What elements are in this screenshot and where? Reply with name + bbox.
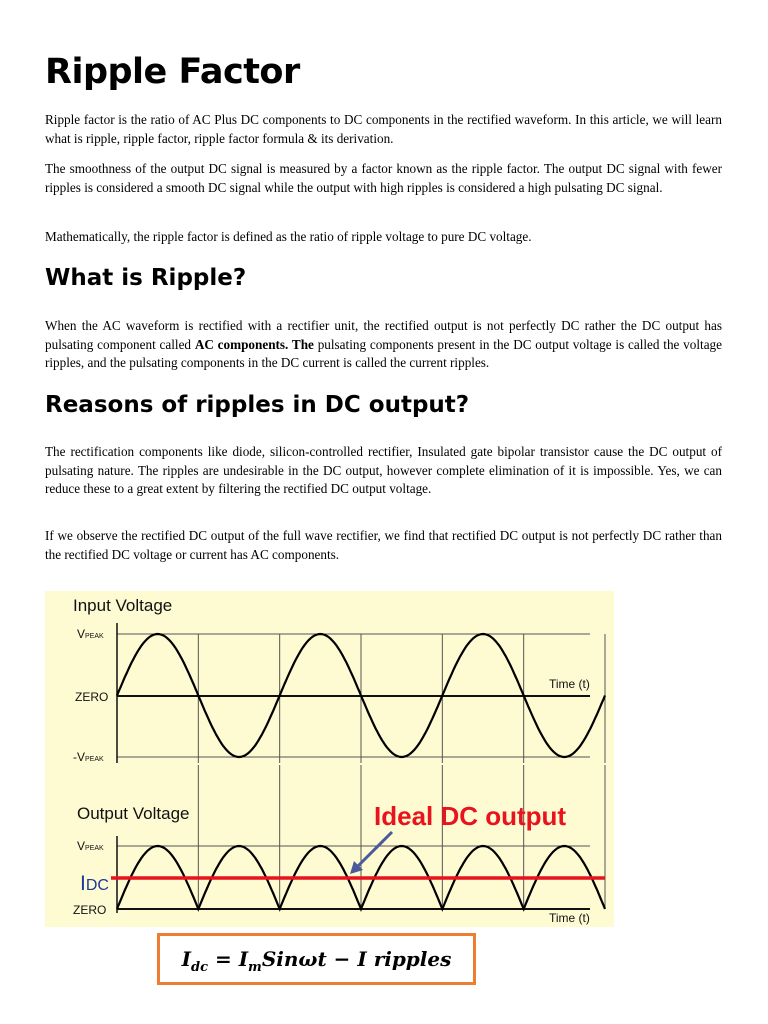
ripple-text-after: pulsating components present in the DC output voltage is called the voltage ripples, and the pulsating components in the DC current is called the current ripples. bbox=[45, 336, 722, 370]
input-time-label: Time (t) bbox=[549, 677, 590, 691]
output-zero-label: ZERO bbox=[73, 903, 107, 917]
reasons-paragraph-2: If we observe the rectified DC output of the full wave rectifier, we find that rectified DC output is not perfectly DC rather than the rectified DC voltage or current has AC components. bbox=[45, 528, 722, 562]
output-chart-title: Output Voltage bbox=[77, 804, 190, 823]
ripple-paragraph bbox=[45, 317, 722, 373]
ripple-text-before: When the AC waveform is rectified with a rectifier unit, the rectified output is not perfectly DC rather the DC output has pulsating component called bbox=[45, 318, 722, 352]
section-heading-what-is-ripple: What is Ripple? bbox=[45, 265, 247, 291]
output-vertical-gridlines bbox=[198, 765, 605, 909]
reasons-paragraph-1: The rectification components like diode, silicon-controlled rectifier, Insulated gate bipolar transistor cause the DC output of pulsating nature. The ripples are undesirable in the DC output, however complete elimination of it is impossible. Yes, we can reduce these to a great extent by filtering the rectified DC output voltage. bbox=[45, 444, 722, 496]
input-grid bbox=[117, 623, 590, 763]
intro-paragraph-3: Mathematically, the ripple factor is defined as the ratio of ripple voltage to pure DC voltage. bbox=[45, 229, 532, 244]
idc-label: IDC bbox=[80, 872, 109, 895]
input-neg-vpeak-label: -VPEAK bbox=[73, 750, 104, 764]
intro-paragraph-2: The smoothness of the output DC signal is measured by a factor known as the ripple factor. The output DC signal with fewer ripples is considered a smooth DC signal while the output with high ripples is considered a high pulsating DC signal. bbox=[45, 161, 722, 195]
input-vertical-gridlines bbox=[198, 634, 605, 763]
input-chart-title: Input Voltage bbox=[73, 596, 173, 615]
section-heading-reasons: Reasons of ripples in DC output? bbox=[45, 392, 470, 418]
output-time-label: Time (t) bbox=[549, 911, 590, 925]
ideal-dc-output-label: Ideal DC output bbox=[374, 801, 567, 831]
rectifier-waveform-figure bbox=[45, 591, 614, 927]
input-zero-label: ZERO bbox=[75, 690, 109, 704]
input-vpeak-label: VPEAK bbox=[77, 627, 104, 641]
ideal-dc-arrow bbox=[350, 832, 392, 874]
output-vpeak-label: VPEAK bbox=[77, 839, 104, 853]
ripple-formula-box bbox=[157, 933, 476, 985]
intro-paragraph-1: Ripple factor is the ratio of AC Plus DC components to DC components in the rectified waveform. In this article, we will learn what is ripple, ripple factor, ripple factor formula & its derivation. bbox=[45, 112, 722, 146]
ripple-text-bold: AC components. The bbox=[194, 336, 314, 352]
waveform-svg bbox=[45, 591, 614, 927]
formula-text: $I_{dc} = I_mSin\omega t - I$ ripples bbox=[181, 947, 452, 975]
output-grid bbox=[117, 836, 590, 913]
page-title: Ripple Factor bbox=[45, 52, 300, 92]
